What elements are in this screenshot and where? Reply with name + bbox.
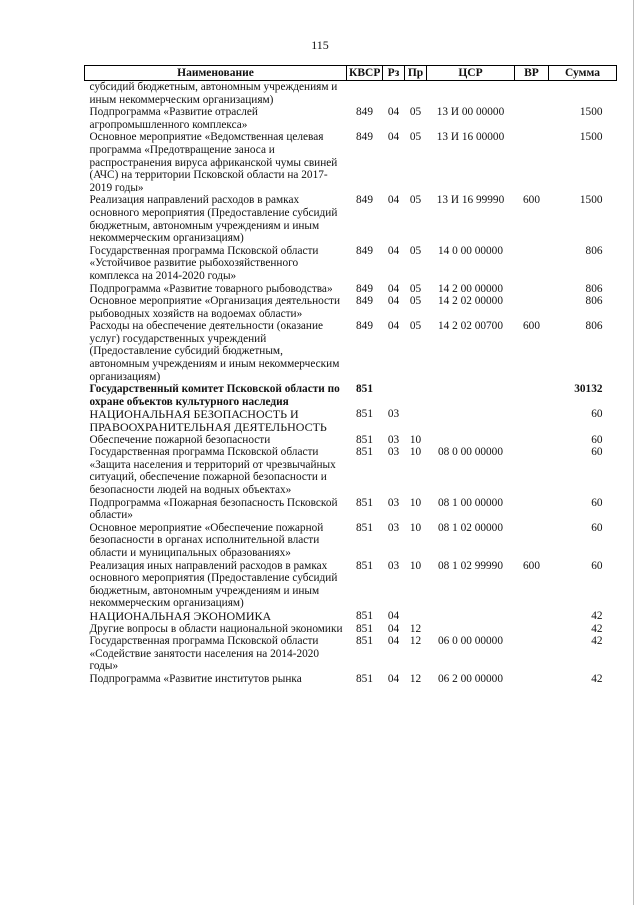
cell-name: НАЦИОНАЛЬНАЯ ЭКОНОМИКА <box>89 608 272 623</box>
table-row <box>85 295 617 320</box>
cell-sum: 42 <box>591 635 603 648</box>
cell-rz <box>383 81 405 107</box>
page-number: 115 <box>311 38 329 52</box>
cell-kvsr: 849 <box>356 295 373 308</box>
table-row <box>85 131 617 194</box>
cell-kvsr: 849 <box>356 194 373 207</box>
cell-csr <box>427 408 515 433</box>
cell-pr: 12 <box>409 672 422 685</box>
table-row <box>85 560 617 610</box>
cell-csr: 13 И 16 00000 <box>436 131 505 144</box>
cell-kvsr: 851 <box>356 672 373 685</box>
col-header-sum: Сумма <box>549 66 617 81</box>
cell-csr: 13 И 16 99990 <box>436 194 505 207</box>
cell-csr: 08 1 02 00000 <box>438 521 503 534</box>
cell-vr <box>515 295 549 320</box>
cell-name: Основное мероприятие «Организация деятельности рыбоводных хозяйств на водоемах области» <box>89 295 341 320</box>
cell-pr <box>405 408 427 433</box>
cell-kvsr <box>347 81 383 107</box>
cell-vr: 600 <box>523 194 540 207</box>
cell-csr <box>427 434 515 447</box>
table-row <box>85 194 617 244</box>
cell-vr <box>515 610 549 623</box>
cell-pr: 05 <box>409 194 422 207</box>
cell-name: Подпрограмма «Пожарная безопасность Псковской области» <box>89 496 338 522</box>
cell-rz: 04 <box>387 635 400 648</box>
cell-pr: 05 <box>409 282 422 295</box>
cell-pr <box>405 81 427 107</box>
cell-vr <box>515 635 549 673</box>
cell-kvsr: 849 <box>356 244 373 257</box>
cell-pr <box>405 383 427 408</box>
cell-kvsr: 849 <box>356 106 373 119</box>
cell-csr: 06 2 00 00000 <box>438 672 503 685</box>
cell-csr: 14 2 02 00700 <box>438 320 503 333</box>
cell-name: Основное мероприятие «Ведомственная целевая программа «Предотвращение заноса и распространения вируса африканской чумы свиней (АЧС) на территории Псковской области на 2017-2019 годы» <box>89 131 338 194</box>
cell-name: НАЦИОНАЛЬНАЯ БЕЗОПАСНОСТЬ И ПРАВООХРАНИТЕЛЬНАЯ ДЕЯТЕЛЬНОСТЬ <box>89 407 327 435</box>
cell-sum: 1500 <box>579 106 603 119</box>
cell-vr <box>515 81 549 107</box>
cell-csr: 08 0 00 00000 <box>438 446 503 459</box>
cell-pr: 10 <box>409 521 422 534</box>
cell-rz: 04 <box>387 622 400 635</box>
table-row <box>85 623 617 636</box>
cell-kvsr: 851 <box>356 496 373 509</box>
table-row <box>85 610 617 623</box>
cell-name: Государственная программа Псковской области «Устойчивое развитие рыбохозяйственного комплекса на 2014-2020 годы» <box>89 244 319 282</box>
col-header-rz: Рз <box>383 66 405 81</box>
cell-rz: 04 <box>387 244 400 257</box>
cell-pr: 12 <box>409 622 422 635</box>
cell-pr: 05 <box>409 244 422 257</box>
cell-kvsr: 851 <box>356 408 373 421</box>
cell-name: Государственный комитет Псковской области по охране объектов культурного наследия <box>89 383 340 408</box>
cell-rz: 04 <box>387 282 400 295</box>
cell-kvsr: 851 <box>356 622 373 635</box>
table-row <box>85 283 617 296</box>
table-row <box>85 434 617 447</box>
cell-kvsr: 849 <box>356 282 373 295</box>
table-row <box>85 522 617 560</box>
cell-sum: 806 <box>585 295 603 308</box>
cell-sum: 1500 <box>579 194 603 207</box>
cell-vr: 600 <box>523 320 540 333</box>
cell-csr: 06 0 00 00000 <box>438 635 503 648</box>
cell-sum: 806 <box>585 244 603 257</box>
page-edge-line <box>633 0 634 905</box>
cell-sum: 60 <box>591 446 603 459</box>
cell-kvsr: 851 <box>356 521 373 534</box>
cell-rz: 04 <box>387 609 400 622</box>
cell-sum: 60 <box>591 496 603 509</box>
cell-kvsr: 849 <box>356 320 373 333</box>
cell-vr <box>515 673 549 686</box>
cell-rz: 03 <box>387 559 400 572</box>
cell-sum: 806 <box>585 320 603 333</box>
cell-rz: 04 <box>387 672 400 685</box>
cell-rz: 03 <box>387 446 400 459</box>
cell-rz: 04 <box>387 131 400 144</box>
cell-pr <box>405 610 427 623</box>
cell-vr <box>515 623 549 636</box>
cell-pr: 10 <box>409 433 422 446</box>
col-header-kvsr: КВСР <box>347 66 383 81</box>
cell-rz: 03 <box>387 433 400 446</box>
cell-pr: 10 <box>409 496 422 509</box>
cell-name: Реализация направлений расходов в рамках основного мероприятия (Предоставление субсидий бюджетным, автономным учреждениям и иным некоммерческим организациям) <box>89 194 338 245</box>
cell-vr: 600 <box>523 559 540 572</box>
table-row <box>85 245 617 283</box>
col-header-csr: ЦСР <box>427 66 515 81</box>
cell-rz: 03 <box>387 521 400 534</box>
table-row <box>85 81 617 107</box>
cell-kvsr: 851 <box>356 433 373 446</box>
cell-name: Реализация иных направлений расходов в рамках основного мероприятия (Предоставление субсидий бюджетным, автономным учреждениям и иным некоммерческим организациям) <box>89 559 338 610</box>
cell-sum: 60 <box>591 433 603 446</box>
cell-kvsr: 851 <box>356 609 373 622</box>
cell-csr: 08 1 00 00000 <box>438 496 503 509</box>
cell-sum: 60 <box>591 521 603 534</box>
cell-name: Подпрограмма «Развитие отраслей агропромышленного комплекса» <box>89 106 258 131</box>
cell-vr <box>515 383 549 408</box>
col-header-pr: Пр <box>405 66 427 81</box>
cell-pr: 05 <box>409 106 422 119</box>
table-row <box>85 383 617 408</box>
cell-sum: 806 <box>585 282 603 295</box>
cell-pr: 12 <box>409 635 422 648</box>
cell-pr: 10 <box>409 446 422 459</box>
col-header-vr: ВР <box>515 66 549 81</box>
cell-rz: 03 <box>387 408 400 421</box>
cell-kvsr: 851 <box>356 635 373 648</box>
cell-vr <box>515 434 549 447</box>
header-row <box>85 66 617 81</box>
cell-vr <box>515 446 549 496</box>
cell-csr <box>427 623 515 636</box>
cell-sum: 60 <box>591 408 603 421</box>
cell-name: Подпрограмма «Развитие товарного рыбоводства» <box>89 282 333 295</box>
cell-sum: 1500 <box>579 131 603 144</box>
cell-vr <box>515 131 549 194</box>
cell-csr: 08 1 02 99990 <box>438 559 503 572</box>
cell-vr <box>515 245 549 283</box>
cell-name: Подпрограмма «Развитие институтов рынка <box>89 672 302 685</box>
cell-rz: 04 <box>387 106 400 119</box>
cell-pr: 05 <box>409 295 422 308</box>
cell-sum <box>549 81 617 107</box>
cell-rz: 04 <box>387 320 400 333</box>
cell-vr <box>515 497 549 522</box>
cell-csr: 14 0 00 00000 <box>438 244 503 257</box>
cell-vr <box>515 106 549 131</box>
budget-table <box>84 65 617 686</box>
table-row <box>85 446 617 496</box>
cell-sum: 30132 <box>574 383 603 396</box>
table-row <box>85 408 617 433</box>
cell-name: Основное мероприятие «Обеспечение пожарной безопасности в органах исполнительной власти области и муниципальных образованиях» <box>89 521 324 559</box>
table-row <box>85 673 617 686</box>
cell-name: Государственная программа Псковской области «Защита населения и территорий от чрезвычайных ситуаций, обеспечение пожарной безопасности и безопасности людей на водных объектах» <box>89 446 336 496</box>
cell-csr <box>427 81 515 107</box>
cell-name: Другие вопросы в области национальной экономики <box>89 622 343 635</box>
cell-sum: 42 <box>591 609 603 622</box>
cell-csr: 14 2 02 00000 <box>438 295 503 308</box>
cell-kvsr: 849 <box>356 131 373 144</box>
cell-csr <box>427 610 515 623</box>
cell-rz: 03 <box>387 496 400 509</box>
cell-csr: 14 2 00 00000 <box>438 282 503 295</box>
table-row <box>85 635 617 673</box>
cell-pr: 05 <box>409 320 422 333</box>
cell-sum: 42 <box>591 672 603 685</box>
cell-rz: 04 <box>387 194 400 207</box>
cell-name: Обеспечение пожарной безопасности <box>89 433 271 446</box>
cell-pr: 05 <box>409 131 422 144</box>
cell-name: Расходы на обеспечение деятельности (оказание услуг) государственных учреждений (Предоставление субсидий бюджетным, автономным учреждениям и иным некоммерческим организациям) <box>89 320 340 383</box>
cell-vr <box>515 408 549 433</box>
cell-pr: 10 <box>409 559 422 572</box>
cell-csr <box>427 383 515 408</box>
col-header-name: Наименование <box>85 66 347 81</box>
cell-name: Государственная программа Псковской области «Содействие занятости населения на 2014-2020 годы» <box>89 635 320 673</box>
cell-csr: 13 И 00 00000 <box>436 106 505 119</box>
cell-vr <box>515 283 549 296</box>
cell-rz: 04 <box>387 295 400 308</box>
cell-sum: 60 <box>591 559 603 572</box>
cell-sum: 42 <box>591 622 603 635</box>
table-row <box>85 320 617 383</box>
cell-kvsr: 851 <box>356 559 373 572</box>
cell-rz <box>383 383 405 408</box>
cell-kvsr: 851 <box>356 383 373 396</box>
cell-vr <box>515 522 549 560</box>
table-row <box>85 497 617 522</box>
table-row <box>85 106 617 131</box>
cell-kvsr: 851 <box>356 446 373 459</box>
cell-name: субсидий бюджетным, автономным учреждениям и иным некоммерческим организациям) <box>89 81 338 106</box>
